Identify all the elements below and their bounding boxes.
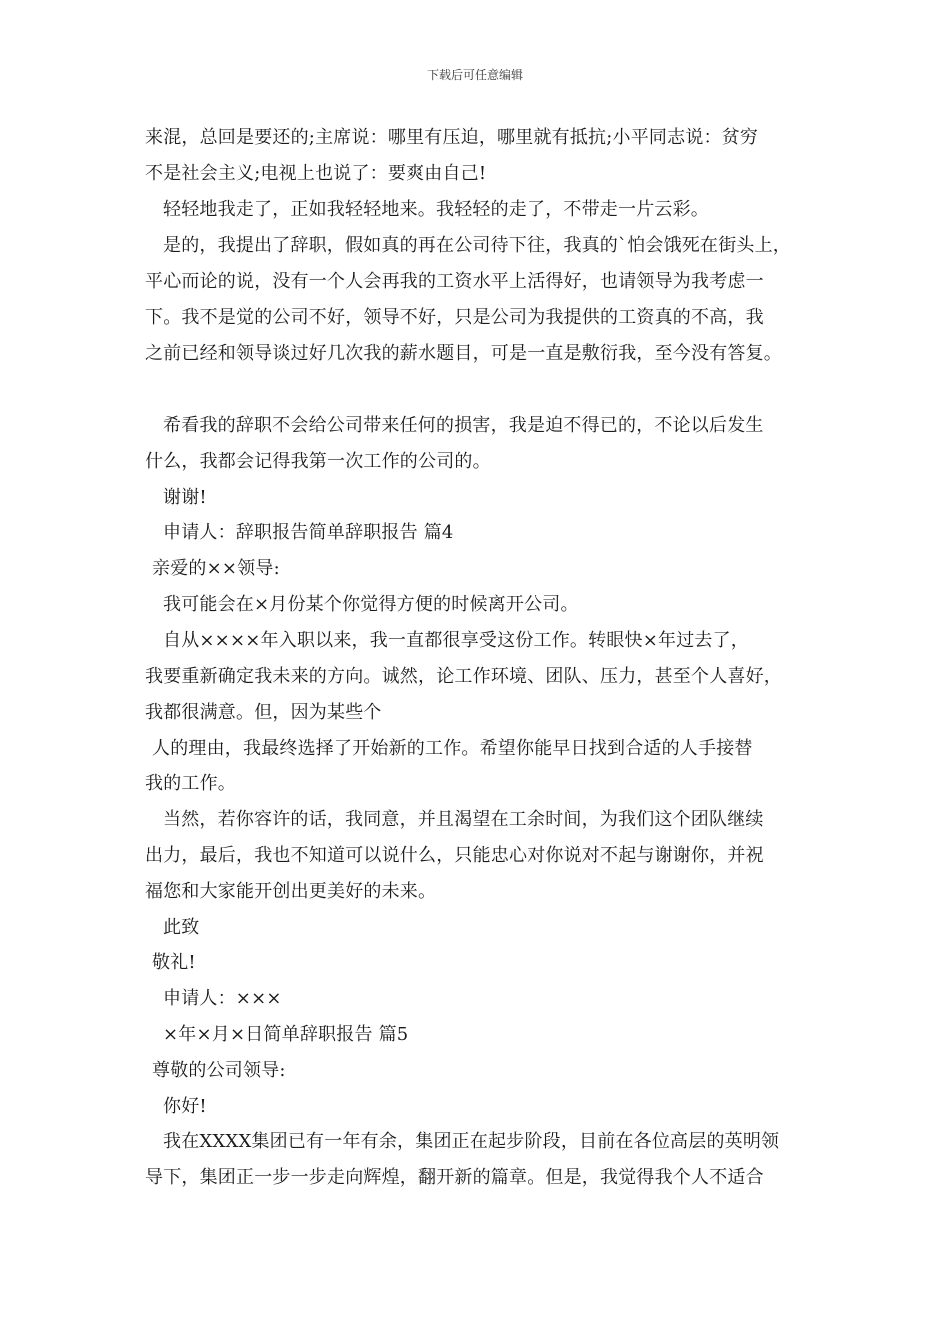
page-header: 下载后可任意编辑	[426, 68, 523, 82]
body-line: 我的工作。	[145, 773, 236, 794]
body-line: 什么，我都会记得我第一次工作的公司的。	[145, 451, 491, 472]
body-line: 希看我的辞职不会给公司带来任何的损害，我是迫不得已的，不论以后发生	[163, 415, 764, 436]
body-line: 当然，若你容许的话，我同意，并且渴望在工余时间，为我们这个团队继续	[163, 809, 764, 830]
section-heading: 申请人：辞职报告简单辞职报告 篇4	[163, 522, 454, 543]
salutation: 尊敬的公司领导:	[152, 1060, 286, 1081]
body-line: 我可能会在×月份某个你觉得方便的时候离开公司。	[163, 594, 579, 615]
body-line: 我都很满意。但，因为某些个	[145, 702, 382, 723]
body-line: 出力，最后，我也不知道可以说什么，只能忠心对你说对不起与谢谢你，并祝	[145, 845, 764, 866]
body-line: 平心而论的说，没有一个人会再我的工资水平上活得好，也请领导为我考虑一	[145, 271, 764, 292]
body-line: 是的，我提出了辞职，假如真的再在公司待下往，我真的`怕会饿死在街头上，	[163, 235, 791, 256]
salutation: 亲爱的××领导:	[152, 558, 280, 579]
greeting: 你好!	[163, 1096, 207, 1117]
body-line: 谢谢!	[163, 487, 207, 508]
body-line: 自从××××年入职以来，我一直都很享受这份工作。转眼快×年过去了，	[163, 630, 750, 651]
body-line: 之前已经和领导谈过好几次我的薪水题目，可是一直是敷衍我，至今没有答复。	[145, 343, 782, 364]
closing-line: 敬礼!	[152, 952, 196, 973]
body-line: 导下，集团正一步一步走向辉煌，翻开新的篇章。但是，我觉得我个人不适合	[145, 1167, 764, 1188]
body-line: 我在XXXX集团已有一年有余，集团正在起步阶段，目前在各位高层的英明领	[163, 1131, 780, 1152]
body-line: 下。我不是觉的公司不好，领导不好，只是公司为我提供的工资真的不高，我	[145, 307, 764, 328]
section-heading: ×年×月×日简单辞职报告 篇5	[163, 1024, 409, 1045]
closing-line: 此致	[163, 917, 200, 938]
body-line: 人的理由，我最终选择了开始新的工作。希望你能早日找到合适的人手接替	[152, 738, 753, 759]
body-line: 不是社会主义;电视上也说了：要爽由自己!	[145, 163, 487, 184]
body-line: 来混，总回是要还的;主席说：哪里有压迫，哪里就有抵抗;小平同志说：贫穷	[145, 127, 759, 148]
body-line: 福您和大家能开创出更美好的未来。	[145, 881, 437, 902]
signature-line: 申请人：×××	[163, 988, 282, 1009]
body-line: 我要重新确定我未来的方向。诚然，论工作环境、团队、压力，甚至个人喜好，	[145, 666, 782, 687]
body-line: 轻轻地我走了，正如我轻轻地来。我轻轻的走了，不带走一片云彩。	[163, 199, 709, 220]
